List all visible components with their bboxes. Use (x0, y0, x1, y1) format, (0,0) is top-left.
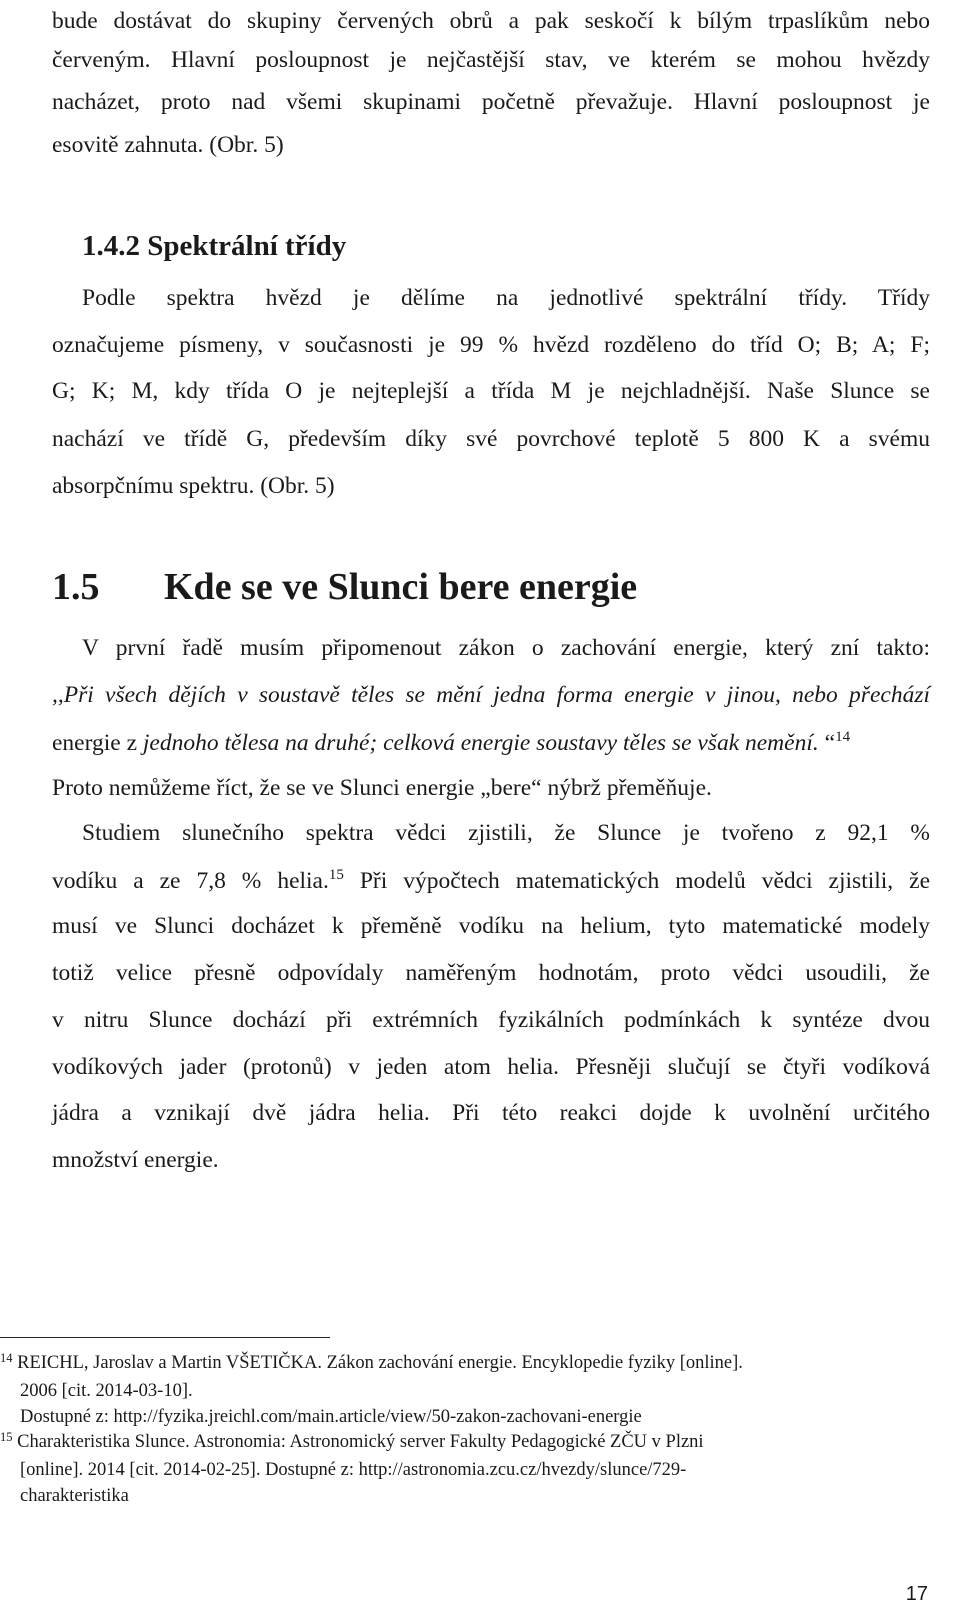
paragraph-text: vodíku a ze 7,8 % helia. (52, 868, 329, 894)
footnote-line: 2006 [cit. 2014-03-10]. (20, 1381, 193, 1401)
footnote-mark: 14 (0, 1351, 13, 1365)
footnote-text: REICHL, Jaroslav a Martin VŠETIČKA. Zákon zachování energie. Encyklopedie fyziky [online]. (17, 1353, 743, 1373)
quote-line: ,,Při všech dějích v soustavě těles se mění jedna forma energie v jinou, nebo přechází (52, 682, 930, 708)
footnote-link[interactable]: [online]. 2014 [cit. 2014-02-25]. Dostupné z: http://astronomia.zcu.cz/hvezdy/slunce/729- (20, 1460, 687, 1480)
paragraph-line: označujeme písmeny, v současnosti je 99 % hvězd rozděleno do tříd O; B; A; F; (52, 332, 930, 358)
footnote-ref-14[interactable]: 14 (835, 729, 851, 745)
quote-text-italic: jednoho tělesa na druhé; celková energie soustavy těles se však nemění. (142, 730, 819, 756)
quote-text: energie z (52, 730, 138, 756)
paragraph-line: absorpčnímu spektru. (Obr. 5) (52, 473, 335, 499)
paragraph-line: musí ve Slunci docházet k přeměně vodíku na helium, tyto matematické modely (52, 913, 930, 939)
section-number: 1.5 (52, 566, 100, 608)
footnote-mark: 15 (0, 1430, 13, 1444)
paragraph-line: červeným. Hlavní posloupnost je nejčastější stav, ve kterém se mohou hvězdy (52, 47, 930, 73)
quote-close: “ (824, 730, 836, 756)
paragraph-line: totiž velice přesně odpovídaly naměřeným hodnotám, proto vědci usoudili, že (52, 960, 930, 986)
paragraph-line: Proto nemůžeme říct, že se ve Slunci energie „bere“ nýbrž přeměňuje. (52, 775, 712, 801)
footnote-ref-15[interactable]: 15 (328, 867, 344, 883)
paragraph-line: vodíkových jader (protonů) v jeden atom helia. Přesněji slučují se čtyři vodíková (52, 1054, 930, 1080)
footnote-link[interactable]: Dostupné z: http://fyzika.jreichl.com/main.article/view/50-zakon-zachovani-energie (20, 1407, 642, 1427)
paragraph-line: nacházet, proto nad všemi skupinami početně převažuje. Hlavní posloupnost je (52, 89, 930, 115)
footnote-text: Charakteristika Slunce. Astronomia: Astronomický server Fakulty Pedagogické ZČU v Plzni (17, 1432, 704, 1452)
footnote-line: charakteristika (20, 1486, 129, 1506)
footnote-14 (0, 1352, 743, 1374)
paragraph-line (52, 866, 930, 896)
paragraph-text: Při výpočtech matematických modelů vědci zjistili, že (359, 868, 931, 894)
page-number: 17 (905, 1583, 928, 1605)
paragraph-line: bude dostávat do skupiny červených obrů a pak seskočí k bílým trpaslíkům nebo (52, 8, 930, 34)
footnote-15 (0, 1431, 704, 1453)
paragraph-line: množství energie. (52, 1147, 219, 1173)
section-title: Kde se ve Slunci bere energie (164, 566, 638, 608)
paragraph-line: G; K; M, kdy třída O je nejteplejší a třída M je nejchladnější. Naše Slunce se (52, 378, 930, 404)
section-heading-1-4-2: 1.4.2 Spektrální třídy (82, 230, 347, 262)
footnote-separator (0, 1337, 330, 1338)
quote-line (52, 728, 930, 758)
paragraph-line: V první řadě musím připomenout zákon o zachování energie, který zní takto: (82, 635, 930, 661)
section-heading-1-5 (52, 565, 637, 609)
paragraph-line: v nitru Slunce dochází při extrémních fyzikálních podmínkách k syntéze dvou (52, 1007, 930, 1033)
paragraph-line: Studiem slunečního spektra vědci zjistili, že Slunce je tvořeno z 92,1 % (82, 820, 930, 846)
paragraph-line: jádra a vznikají dvě jádra helia. Při této reakci dojde k uvolnění určitého (52, 1100, 930, 1126)
paragraph-line: esovitě zahnuta. (Obr. 5) (52, 132, 284, 158)
paragraph-line: Podle spektra hvězd je dělíme na jednotlivé spektrální třídy. Třídy (82, 285, 930, 311)
paragraph-line: nachází ve třídě G, především díky své povrchové teplotě 5 800 K a svému (52, 426, 930, 452)
